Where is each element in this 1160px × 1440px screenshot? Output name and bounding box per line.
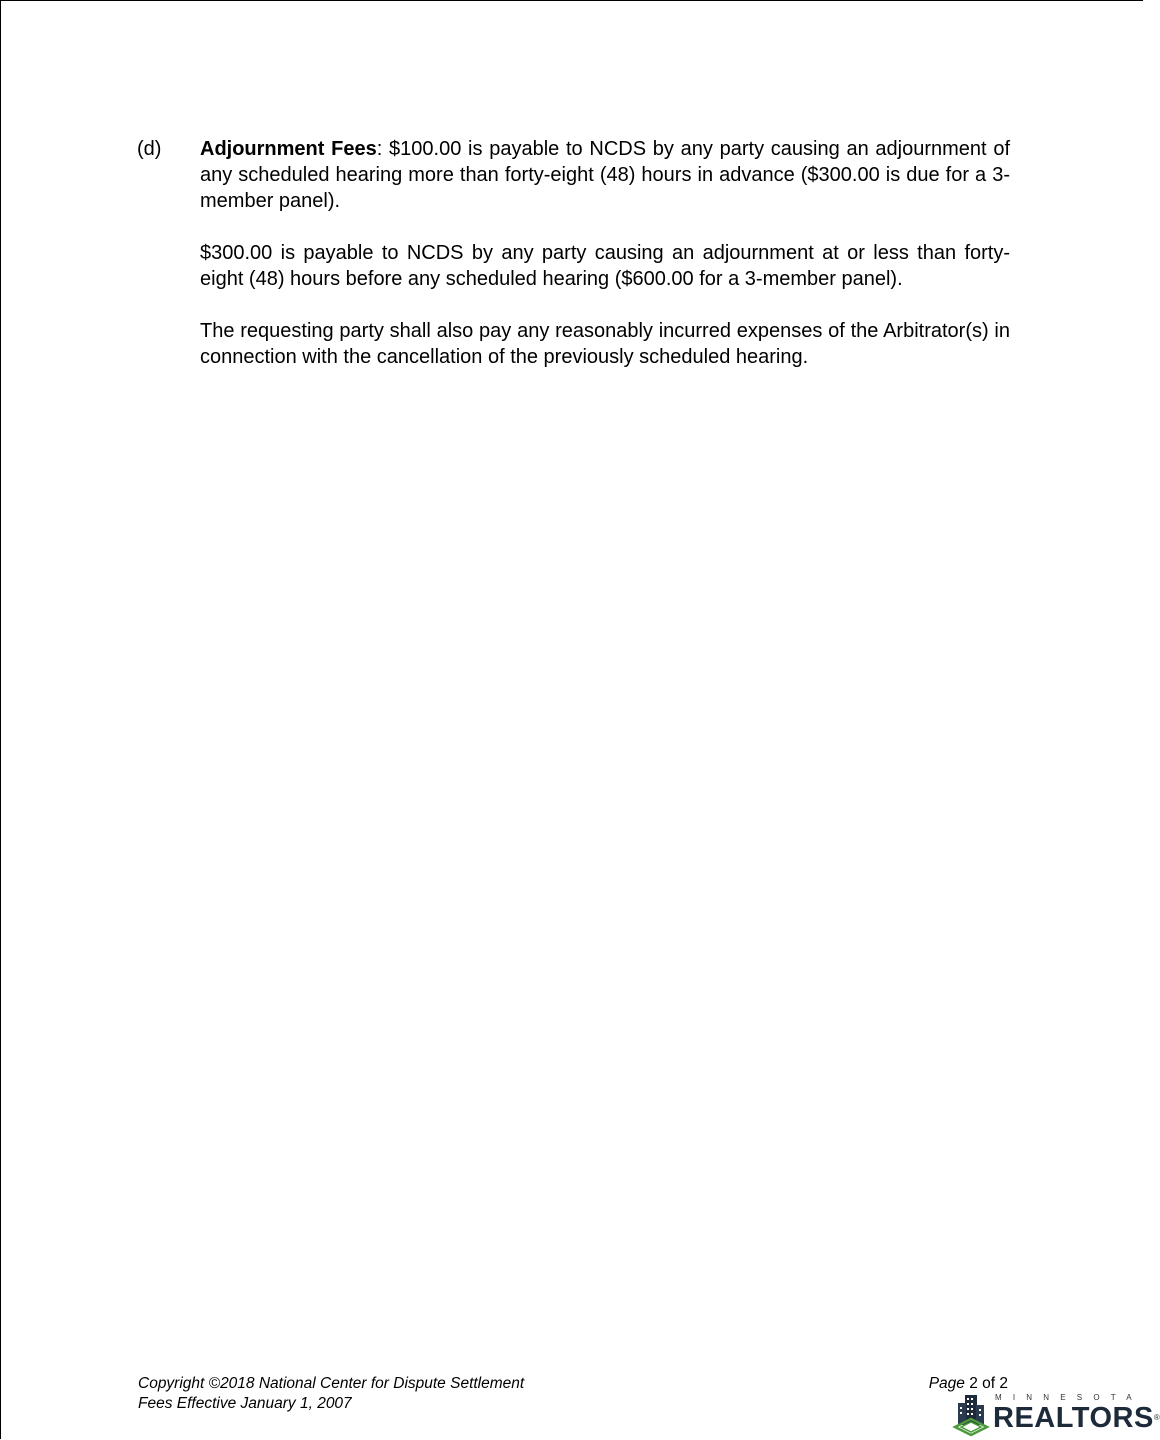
fees-effective-text: Fees Effective January 1, 2007 [138, 1395, 352, 1412]
logo-brand-text [993, 1402, 1160, 1434]
section-body [200, 136, 1010, 396]
page-number [929, 1374, 1008, 1394]
minnesota-realtors-logo [953, 1393, 1160, 1437]
section-heading: Adjournment Fees [200, 138, 377, 160]
building-icon [953, 1393, 989, 1437]
page-current: 2 [969, 1375, 978, 1392]
page-word: Page [928, 1375, 965, 1392]
logo-brand-word: REALTORS [993, 1402, 1154, 1434]
paragraph-adjournment-fees [200, 136, 1010, 214]
footer-left [138, 1374, 524, 1414]
page-total: of 2 [982, 1375, 1008, 1392]
paragraph-2: $300.00 is payable to NCDS by any party causing an adjournment at or less than forty-eight (48) hours before any scheduled hearing ($600.00 for a 3-member panel). [200, 242, 1010, 290]
section-label: (d) [137, 138, 162, 160]
copyright-text: Copyright ©2018 National Center for Dispute Settlement [138, 1375, 525, 1392]
paragraph-1-text: : $100.00 is payable to NCDS by any party causing an adjournment of any scheduled hearing more than forty-eight (48) hours in advance ($300.00 is due for a 3-member panel). [200, 138, 1010, 212]
logo-state-text: MINNESOTA [995, 1393, 1143, 1402]
paragraph-3: The requesting party shall also pay any reasonably incurred expenses of the Arbitrator(s) in connection with the cancellation of the previously scheduled hearing. [200, 320, 1010, 368]
registered-mark: ® [1153, 1413, 1160, 1422]
